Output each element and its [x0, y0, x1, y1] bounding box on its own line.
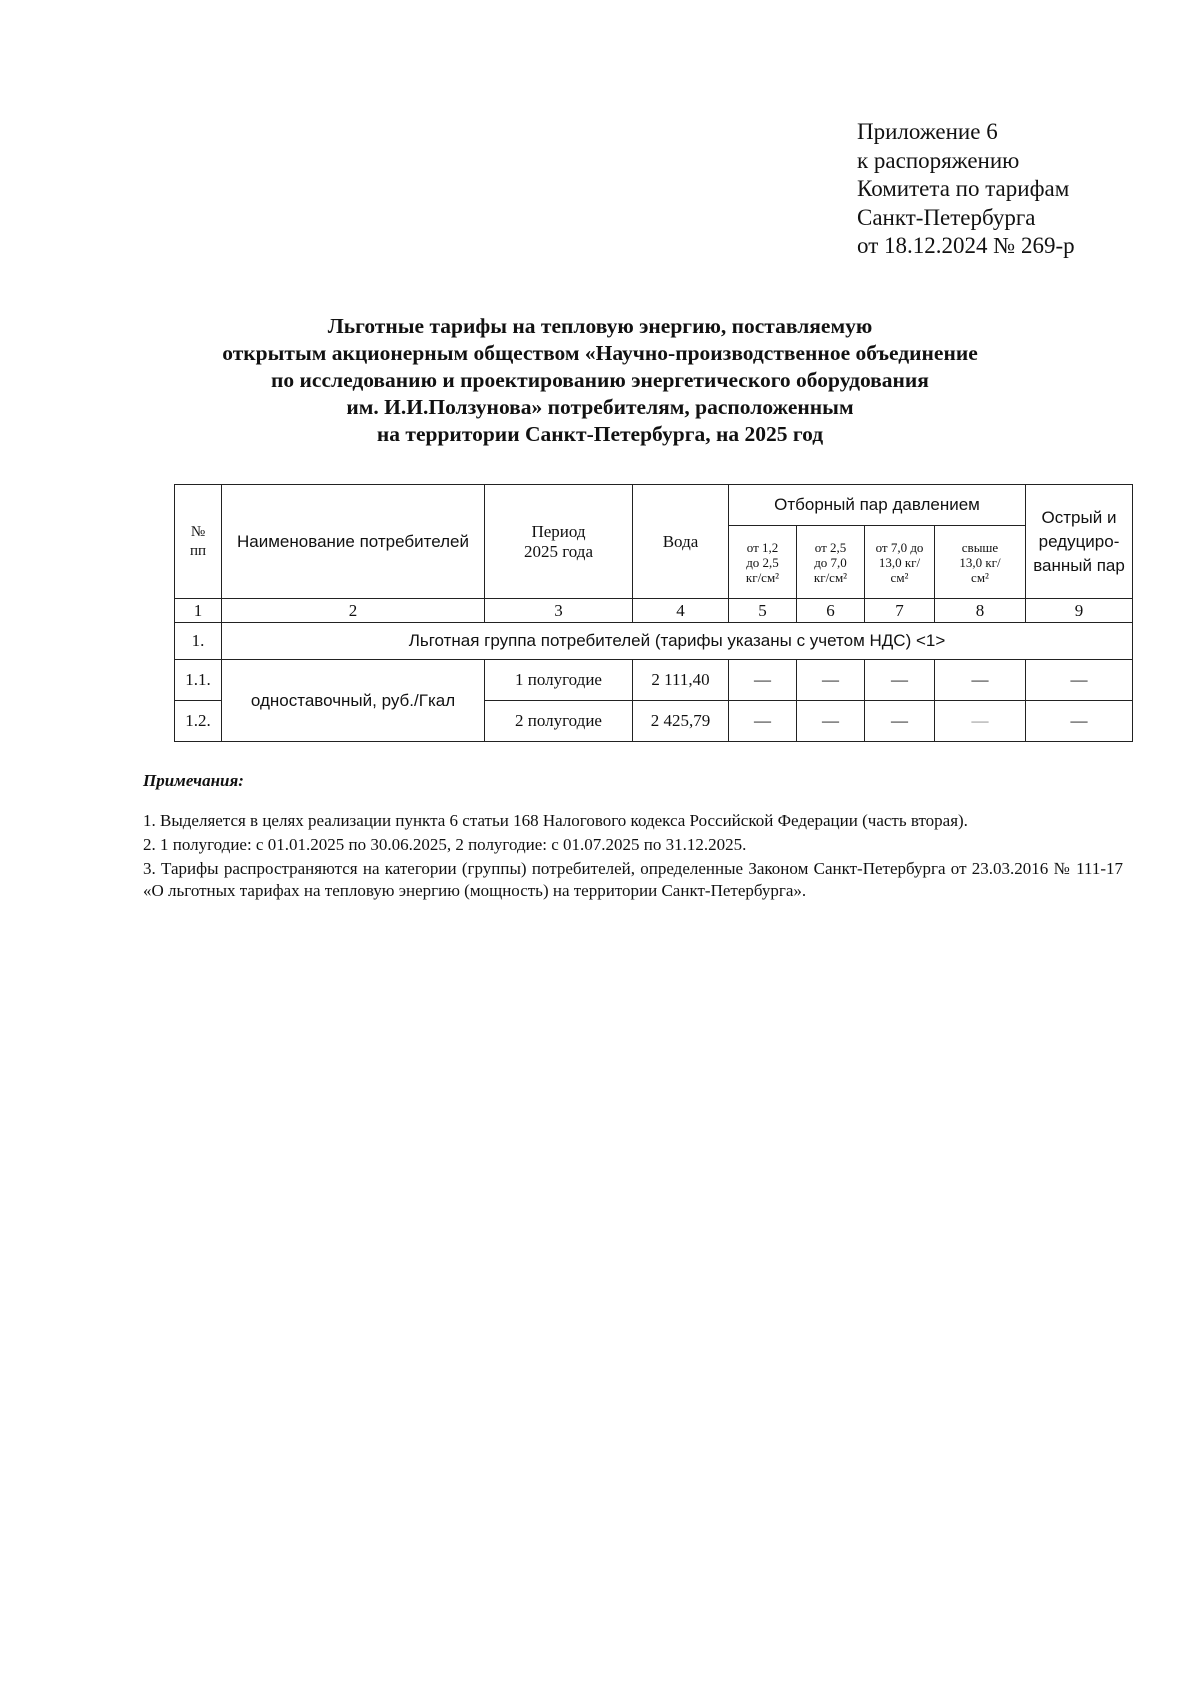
col-number: 1 — [175, 599, 222, 623]
row-steam-3-tariff: — — [865, 660, 935, 701]
row-steam-2-tariff: — — [797, 660, 865, 701]
appendix-line: от 18.12.2024 № 269-р — [857, 233, 1075, 258]
note-item: 2. 1 полугодие: с 01.01.2025 по 30.06.2025, 2 полугодие: с 01.07.2025 по 31.12.2025. — [143, 835, 747, 854]
tariff-table — [174, 484, 1133, 742]
title-line: по исследованию и проектированию энергетического оборудования — [271, 368, 929, 392]
row-steam-4-tariff: — — [935, 701, 1026, 742]
col-number: 8 — [935, 599, 1026, 623]
col-number: 7 — [865, 599, 935, 623]
col-number: 4 — [633, 599, 729, 623]
row-period: 2 полугодие — [485, 701, 633, 742]
header-steam-group: Отборный пар давлением — [729, 485, 1026, 526]
row-steam-1-tariff: — — [729, 701, 797, 742]
header-water: Вода — [633, 485, 729, 599]
row-num: 1.1. — [175, 660, 222, 701]
appendix-line: Приложение 6 — [857, 119, 998, 144]
title-line: открытым акционерным обществом «Научно-производственное объединение — [222, 341, 978, 365]
row-steam-4-tariff: — — [935, 660, 1026, 701]
title-line: на территории Санкт-Петербурга, на 2025 год — [376, 422, 824, 446]
col-number: 2 — [222, 599, 485, 623]
row-steam-3-tariff: — — [865, 701, 935, 742]
header-sharp-steam: Острый и редуциро-ванный пар — [1026, 485, 1133, 599]
col-number: 3 — [485, 599, 633, 623]
header-steam-7-0-13-0: от 7,0 до 13,0 кг/см² — [865, 526, 935, 599]
header-consumer-name: Наименование потребителей — [222, 485, 485, 599]
title-line: Льготные тарифы на тепловую энергию, поставляемую — [327, 314, 873, 338]
appendix-line: Комитета по тарифам — [857, 176, 1070, 201]
col-number: 9 — [1026, 599, 1133, 623]
header-steam-1-2-2-5: от 1,2 до 2,5 кг/см² — [729, 526, 797, 599]
note-item: 1. Выделяется в целях реализации пункта 6 статьи 168 Налогового кодекса Российской Федерации (часть вторая). — [143, 811, 968, 830]
appendix-line: Санкт-Петербурга — [857, 204, 1036, 230]
row-water-tariff: 2 425,79 — [633, 701, 729, 742]
row-sharp-steam-tariff: — — [1026, 660, 1133, 701]
group-row-num: 1. — [175, 623, 222, 660]
header-period: Период 2025 года — [485, 485, 633, 599]
row-steam-1-tariff: — — [729, 660, 797, 701]
appendix-line: к распоряжению — [857, 147, 1020, 173]
header-steam-above-13: свыше 13,0 кг/см² — [935, 526, 1026, 599]
appendix-reference — [857, 118, 1157, 261]
row-period: 1 полугодие — [485, 660, 633, 701]
row-num: 1.2. — [175, 701, 222, 742]
row-steam-2-tariff: — — [797, 701, 865, 742]
group-row-label: Льготная группа потребителей (тарифы указаны с учетом НДС) <1> — [222, 623, 1133, 660]
header-steam-2-5-7-0: от 2,5 до 7,0 кг/см² — [797, 526, 865, 599]
notes-title: Примечания: — [143, 771, 244, 790]
notes-section — [143, 770, 1123, 904]
col-number: 5 — [729, 599, 797, 623]
title-line: им. И.И.Ползунова» потребителям, расположенным — [346, 395, 854, 419]
consumer-name: одноставочный, руб./Гкал — [222, 660, 485, 742]
row-sharp-steam-tariff: — — [1026, 701, 1133, 742]
header-num: № пп — [175, 485, 222, 599]
document-title — [140, 313, 1060, 448]
note-item: 3. Тарифы распространяются на категории (группы) потребителей, определенные Законом Санкт-Петербурга от 23.03.2016 № 111-17 «О льготных тарифах на тепловую энергию (мощность) на территории Санкт-Петербурга». — [143, 859, 1123, 900]
col-number: 6 — [797, 599, 865, 623]
row-water-tariff: 2 111,40 — [633, 660, 729, 701]
